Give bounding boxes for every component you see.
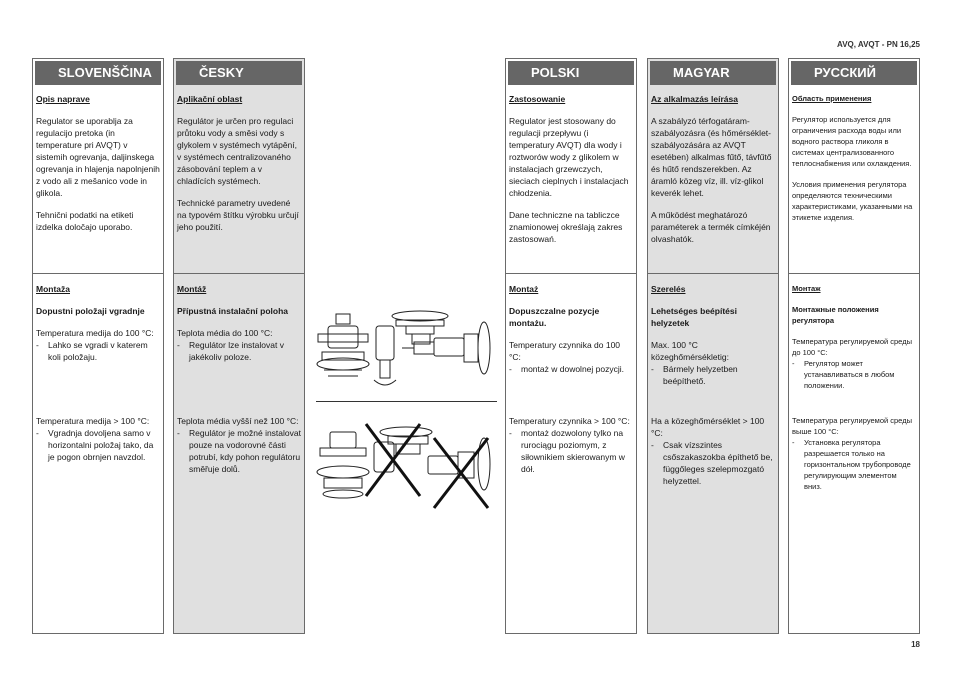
high-temp-item: - Csak vízszintes csőszakaszokba építhető be, függőleges szelepmozgató helyzettel.	[651, 439, 775, 487]
paragraph: A szabályzó térfogatáram-szabályozásra (és hőmérséklet-szabályozására az AVQT esetében) alkalmas fűtő, távfűtő és hűtő rendszerekben. Az áramló közeg víz, ill. víz-glikol keverék lehet.	[651, 116, 772, 198]
high-temp-section	[36, 415, 160, 463]
paragraph: A működést meghatározó paraméterek a termék címkéjén olvashatók.	[651, 210, 771, 244]
forbidden-cross-icon	[366, 424, 488, 508]
mounting-section	[651, 283, 775, 387]
high-temp-section	[509, 415, 633, 475]
high-temp-section	[792, 415, 916, 492]
paragraph: Regulator jest stosowany do regulacji przepływu (i temperatury AVQT) dla wody i roztworów wody z glikolem w instalacjach grzewczych, sieciach cieplnych i instalacjach chłodzenia.	[509, 116, 629, 198]
section-divider	[33, 273, 163, 274]
high-temp-item: - Vgradnja dovoljena samo v horizontalni položaj tako, da je pogon obrnjen navzdol.	[36, 427, 160, 463]
application-section	[792, 93, 916, 233]
figure-separator	[316, 401, 497, 402]
section-subtitle: Lehetséges beépítési helyzetek	[651, 306, 737, 328]
high-temp-label: Температура регулируемой среды выше 100 °C:	[792, 416, 912, 436]
mounting-section	[792, 283, 916, 391]
high-temp-item: - Установка регулятора разрешается только на горизонтальном трубопроводе регулирующим элементом вниз.	[792, 437, 916, 492]
low-temp-label: Temperatury czynnika do 100 °C:	[509, 340, 621, 362]
high-temp-label: Temperatury czynnika > 100 °C:	[509, 416, 630, 426]
application-section	[36, 93, 160, 243]
high-temp-item: - Regulátor je možné instalovat pouze na vodorovné části potrubí, kdy pohon regulátoru směřuje dolů.	[177, 427, 301, 475]
application-section	[177, 93, 301, 243]
valve-actuator-top	[336, 314, 350, 324]
section-title: Montaż	[509, 284, 539, 294]
section-title: Монтаж	[792, 284, 821, 293]
paragraph: Условия применения регулятора определяются техническими характеристиками, указанными на этикетке изделия.	[792, 180, 913, 222]
high-temp-section	[177, 415, 301, 475]
high-temp-label: Ha a közeghőmérséklet > 100 °C:	[651, 416, 765, 438]
low-temp-label: Max. 100 °C közeghőmérsékletig:	[651, 340, 729, 362]
section-title: Область применения	[792, 94, 872, 103]
low-temp-label: Температура регулируемой среды до 100 °C:	[792, 337, 912, 357]
low-temp-item: - montaż w dowolnej pozycji.	[509, 363, 633, 375]
low-temp-item: - Регулятор может устанавливаться в любом положении.	[792, 358, 916, 391]
paragraph: Technické parametry uvedené na typovém štítku výrobku určují jeho použití.	[177, 198, 299, 232]
column-heading: POLSKI	[508, 61, 634, 85]
mounting-section	[177, 283, 301, 363]
low-temp-item: - Lahko se vgradi v katerem koli položaju.	[36, 339, 160, 363]
column-heading: РУССКИЙ	[791, 61, 917, 85]
paragraph: Tehnični podatki na etiketi izdelka določajo uporabo.	[36, 210, 134, 232]
column-slovenscina	[32, 58, 164, 634]
section-divider	[506, 273, 636, 274]
paragraph: Dane techniczne na tabliczce znamionowej określają zakres zastosowań.	[509, 210, 623, 244]
paragraph: Regulator se uporablja za regulacijo pretoka (in temperature pri AVQT) v sistemih ogrevanja, daljinskega ogrevanja in hlajenja napolnjenih z vodo ali z mešanico vode in glikola.	[36, 116, 160, 198]
high-temp-label: Teplota média vyšší než 100 °C:	[177, 416, 299, 426]
section-divider	[648, 273, 778, 274]
section-title: Zastosowanie	[509, 94, 566, 104]
column-cesky	[173, 58, 305, 634]
low-temp-label: Teplota média do 100 °C:	[177, 328, 273, 338]
high-temp-item: - montaż dozwolony tylko na rurociągu poziomym, z siłownikiem skierowanym w dół.	[509, 427, 633, 475]
section-divider	[789, 273, 919, 274]
section-title: Montáž	[177, 284, 207, 294]
low-temp-label: Temperatura medija do 100 °C:	[36, 328, 154, 338]
column-heading: MAGYAR	[650, 61, 776, 85]
paragraph: Регулятор используется для ограничения расхода воды или водного раствора гликоля в системах централизованного теплоснабжения или охлаждения.	[792, 115, 912, 168]
low-temp-item: - Bármely helyzetben beépíthető.	[651, 363, 775, 387]
column-heading: ČESKY	[176, 61, 302, 85]
forbidden-mounting-figure	[316, 412, 497, 512]
application-section	[509, 93, 633, 255]
mounting-section	[509, 283, 633, 375]
high-temp-label: Temperatura medija > 100 °C:	[36, 416, 150, 426]
low-temp-item: - Regulátor lze instalovat v jakékoliv poloze.	[177, 339, 301, 363]
column-russkiy	[788, 58, 920, 634]
page-number: 18	[911, 640, 920, 649]
column-polski	[505, 58, 637, 634]
section-subtitle: Přípustná instalační poloha	[177, 306, 288, 316]
section-subtitle: Dopustni položaji vgradnje	[36, 306, 145, 316]
section-title: Szerelés	[651, 284, 686, 294]
paragraph: Regulátor je určen pro regulaci průtoku vody a směsi vody s glykolem v systémech vytápění, v systémech centralizovaného zásobování teplem a v chladících systémech.	[177, 116, 297, 186]
section-subtitle: Монтажные положения регулятора	[792, 305, 879, 325]
section-title: Aplikační oblast	[177, 94, 243, 104]
application-section	[651, 93, 775, 255]
section-title: Opis naprave	[36, 94, 90, 104]
mounting-section	[36, 283, 160, 363]
column-heading: SLOVENŠČINA	[35, 61, 161, 85]
column-magyar	[647, 58, 779, 634]
section-subtitle: Dopuszczalne pozycje montażu.	[509, 306, 600, 328]
allowed-mounting-figure	[316, 296, 497, 396]
section-divider	[174, 273, 304, 274]
section-title: Az alkalmazás leírása	[651, 94, 738, 104]
high-temp-section	[651, 415, 775, 487]
document-model-header: AVQ, AVQT - PN 16,25	[837, 40, 920, 49]
section-title: Montaža	[36, 284, 70, 294]
